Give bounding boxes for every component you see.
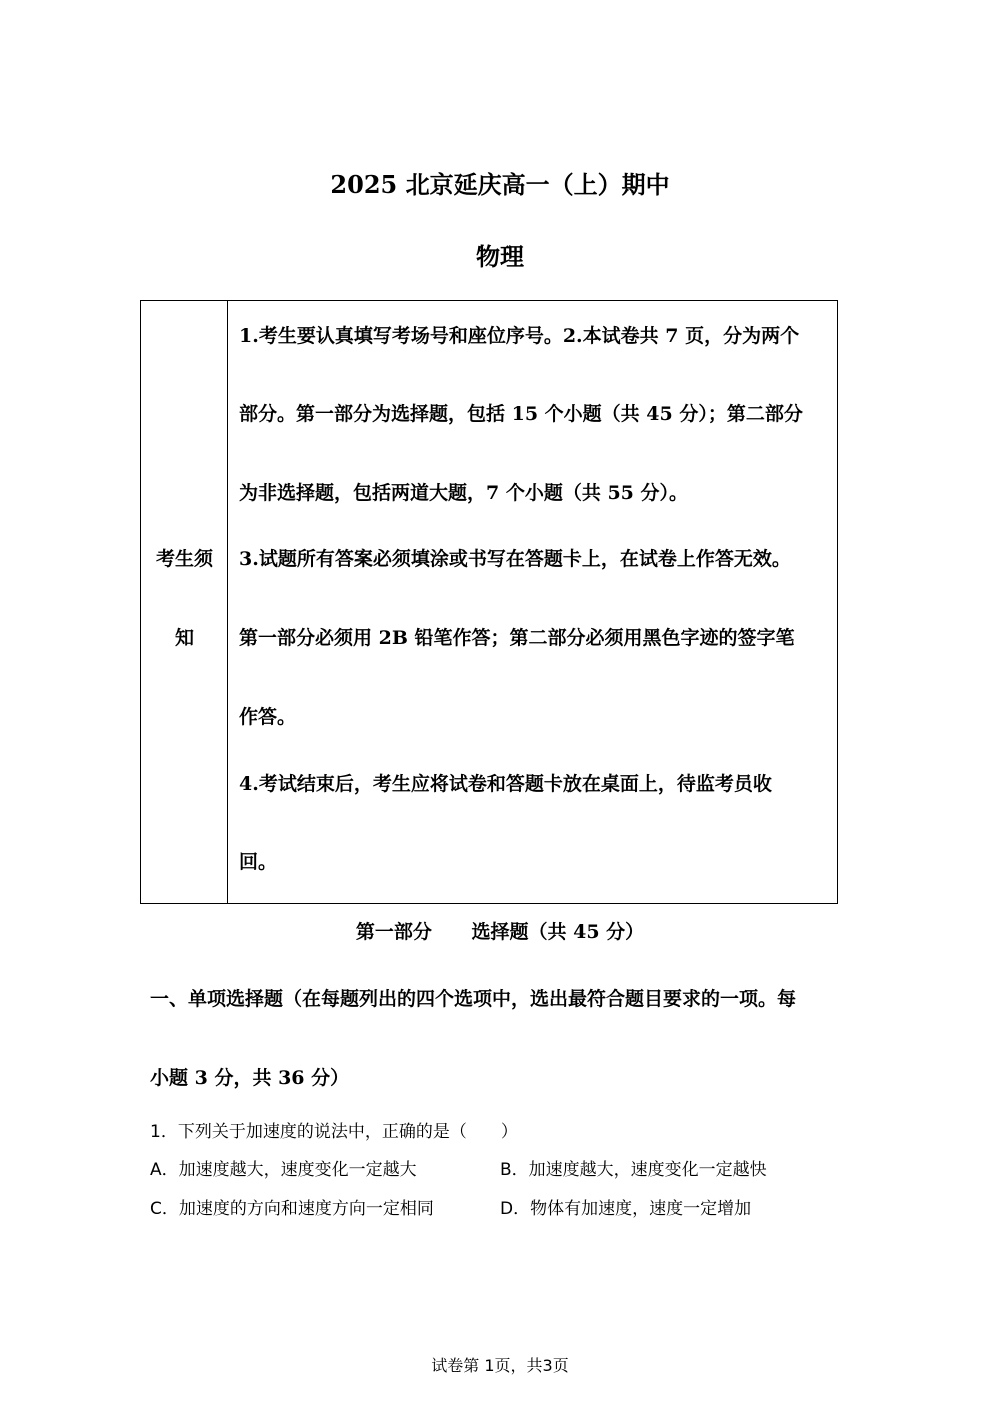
question-1-stem: 1．下列关于加速度的说法中，正确的是（ ） <box>150 1122 518 1142</box>
instruction-line-5: 第一部分必须用 2B 铅笔作答；第二部分必须用黑色字迹的签字笔 <box>239 627 795 649</box>
exam-title: 2025 北京延庆高一（上）期中 <box>330 170 670 199</box>
instruction-line-3: 为非选择题，包括两道大题，7 个小题（共 55 分）。 <box>239 482 689 504</box>
instruction-line-1: 1.考生要认真填写考场号和座位序号。2.本试卷共 7 页，分为两个 <box>239 325 800 347</box>
instruction-line-7: 4.考试结束后，考生应将试卷和答题卡放在桌面上，待监考员收 <box>239 773 772 795</box>
question-1-option-b: B．加速度越大，速度变化一定越快 <box>500 1160 767 1180</box>
page-footer: 试卷第 1页，共3页 <box>431 1356 569 1375</box>
part-heading-line2: 小题 3 分，共 36 分） <box>150 1067 350 1089</box>
question-1-option-c: C．加速度的方向和速度方向一定相同 <box>150 1199 434 1219</box>
question-1-option-d: D．物体有加速度，速度一定增加 <box>500 1199 752 1219</box>
subject-title: 物理 <box>476 242 524 271</box>
instructions-label-line1: 考生须 <box>155 548 213 570</box>
instruction-line-6: 作答。 <box>239 706 297 728</box>
instructions-label-cell <box>141 301 228 903</box>
instructions-table <box>140 300 838 904</box>
instruction-line-2: 部分。第一部分为选择题，包括 15 个小题（共 45 分）；第二部分 <box>239 403 803 425</box>
instructions-label-line2: 知 <box>174 627 194 649</box>
instruction-line-4: 3.试题所有答案必须填涂或书写在答题卡上，在试卷上作答无效。 <box>239 548 791 570</box>
question-1-option-a: A．加速度越大，速度变化一定越大 <box>150 1160 417 1180</box>
part-heading-line1: 一、单项选择题（在每题列出的四个选项中，选出最符合题目要求的一项。每 <box>150 988 797 1010</box>
section-title: 第一部分 选择题（共 45 分） <box>355 921 645 943</box>
instruction-line-8: 回。 <box>239 851 278 873</box>
